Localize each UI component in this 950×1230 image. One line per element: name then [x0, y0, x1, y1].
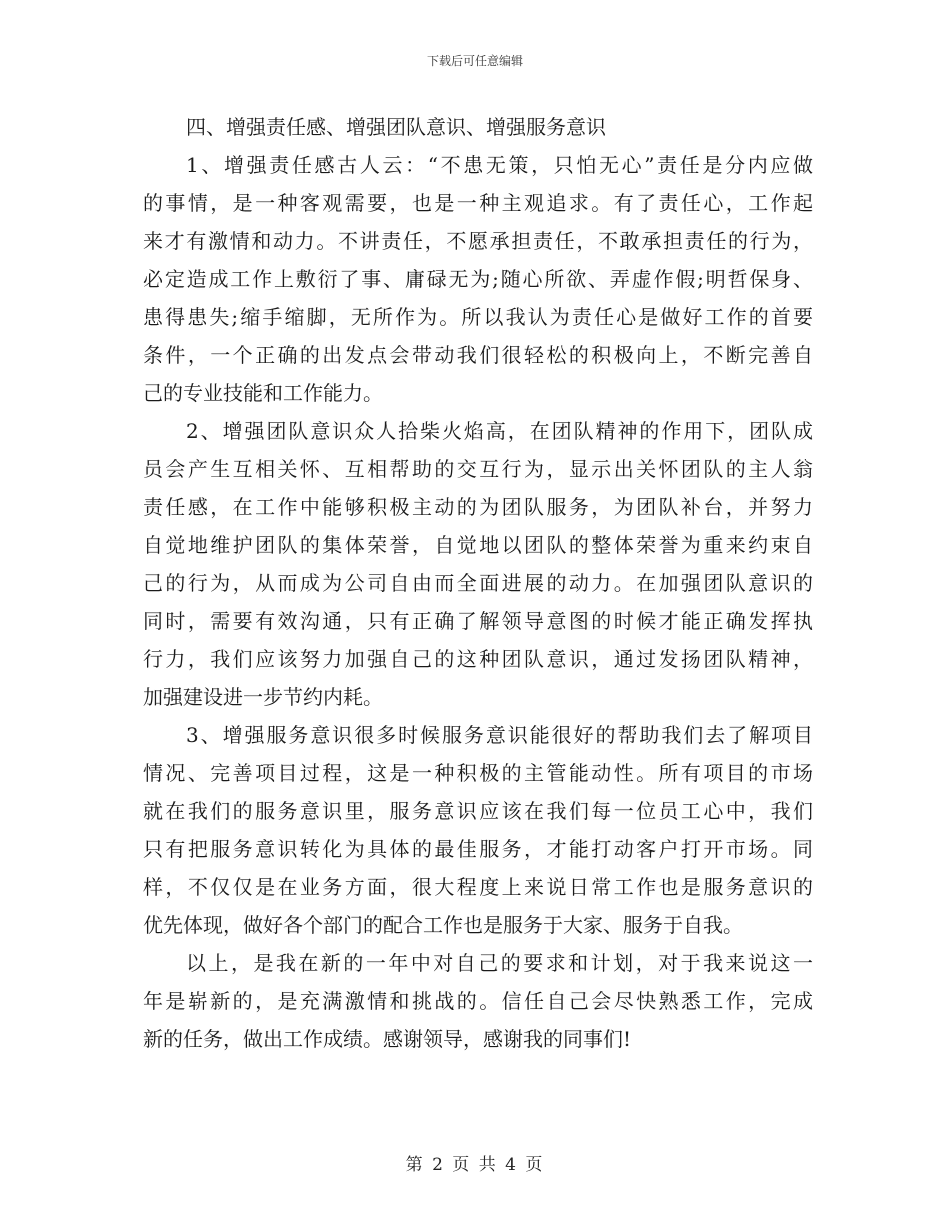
paragraph-line: 3、增强服务意识很多时候服务意识能很好的帮助我们去了解项目	[186, 723, 813, 747]
paragraph-line: 患得患失;缩手缩脚，无所作为。所以我认为责任心是做好工作的首要	[143, 305, 813, 329]
paragraph-line: 1、增强责任感古人云：“不患无策，只怕无心”责任是分内应做	[186, 153, 813, 177]
paragraph-line: 年是崭新的，是充满激情和挑战的。信任自己会尽快熟悉工作，完成	[143, 989, 813, 1013]
paragraph-line: 来才有激情和动力。不讲责任，不愿承担责任，不敢承担责任的行为，	[143, 229, 813, 253]
paragraph-line: 员会产生互相关怀、互相帮助的交互行为，显示出关怀团队的主人翁	[143, 457, 813, 481]
paragraph-line: 条件，一个正确的出发点会带动我们很轻松的积极向上，不断完善自	[143, 343, 813, 367]
paragraph-responsibility	[143, 146, 813, 412]
paragraph-line: 自觉地维护团队的集体荣誉，自觉地以团队的整体荣誉为重来约束自	[143, 533, 813, 557]
page-header: 下载后可任意编辑	[426, 54, 523, 68]
paragraph-conclusion	[143, 944, 813, 1058]
section-heading: 四、增强责任感、增强团队意识、增强服务意识	[186, 115, 606, 139]
paragraph-service	[143, 716, 813, 944]
document-body	[143, 108, 813, 1058]
paragraph-line: 2、增强团队意识众人拾柴火焰高，在团队精神的作用下，团队成	[186, 419, 813, 443]
paragraph-line: 必定造成工作上敷衍了事、庸碌无为;随心所欲、弄虚作假;明哲保身、	[143, 267, 813, 291]
paragraph-line: 己的专业技能和工作能力。	[143, 381, 383, 405]
paragraph-line: 就在我们的服务意识里，服务意识应该在我们每一位员工心中，我们	[143, 799, 813, 823]
paragraph-line: 只有把服务意识转化为具体的最佳服务，才能打动客户打开市场。同	[143, 837, 813, 861]
paragraph-line: 以上，是我在新的一年中对自己的要求和计划，对于我来说这一	[186, 951, 813, 975]
paragraph-line: 的事情，是一种客观需要，也是一种主观追求。有了责任心，工作起	[143, 191, 813, 215]
page-footer: 第 2 页 共 4 页	[405, 1155, 545, 1175]
paragraph-line: 同时，需要有效沟通，只有正确了解领导意图的时候才能正确发挥执	[143, 609, 813, 633]
paragraph-line: 己的行为，从而成为公司自由而全面进展的动力。在加强团队意识的	[143, 571, 813, 595]
paragraph-line: 情况、完善项目过程，这是一种积极的主管能动性。所有项目的市场	[143, 761, 813, 785]
paragraph-line: 行力，我们应该努力加强自己的这种团队意识，通过发扬团队精神，	[143, 647, 813, 671]
paragraph-line: 责任感，在工作中能够积极主动的为团队服务，为团队补台，并努力	[143, 495, 813, 519]
paragraph-teamwork	[143, 412, 813, 716]
paragraph-line: 加强建设进一步节约内耗。	[143, 685, 383, 709]
paragraph-line: 样，不仅仅是在业务方面，很大程度上来说日常工作也是服务意识的	[143, 875, 813, 899]
paragraph-line: 优先体现，做好各个部门的配合工作也是服务于大家、服务于自我。	[143, 913, 743, 937]
paragraph-line: 新的任务，做出工作成绩。感谢领导，感谢我的同事们!	[143, 1027, 632, 1051]
